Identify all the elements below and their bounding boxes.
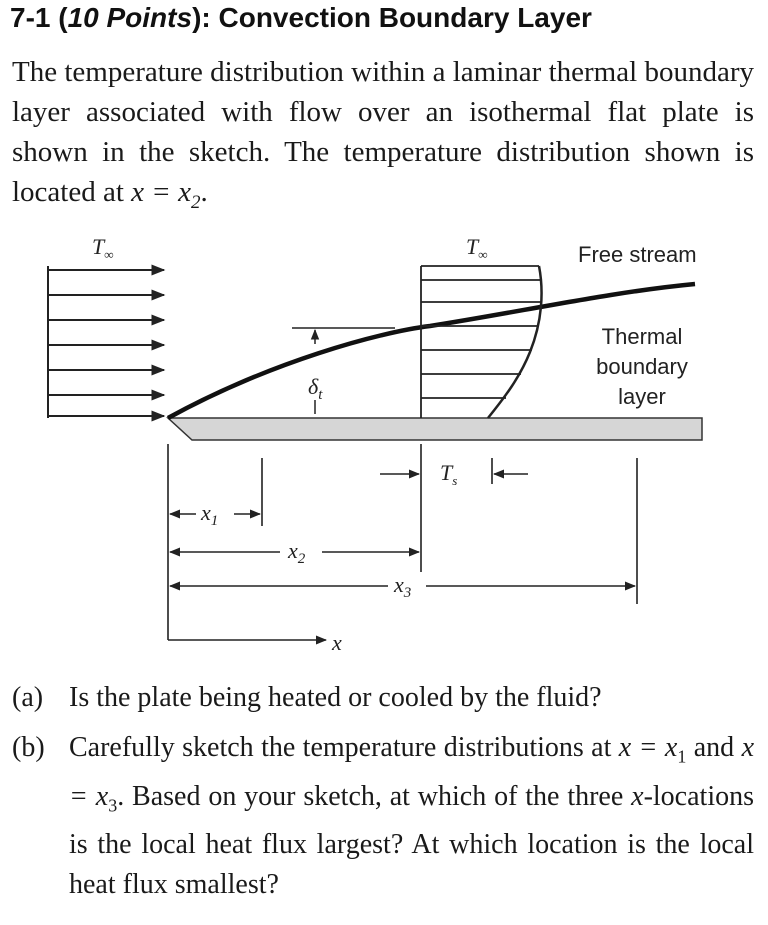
ts-label: $T_s$ xyxy=(440,460,458,488)
question-a-label: (a) xyxy=(12,682,44,713)
x1-label: $x_1$ xyxy=(201,500,219,529)
question-b xyxy=(12,728,754,905)
question-a-text: Is the plate being heated or cooled by the fluid? xyxy=(69,682,602,713)
intro-location-sub: 2 xyxy=(190,191,201,213)
boundary-layer-figure xyxy=(0,222,768,662)
question-a xyxy=(12,678,754,718)
problem-number: 7-1 xyxy=(10,2,51,33)
flat-plate xyxy=(168,418,702,440)
t-inf-left-label: $T_\infty$ xyxy=(92,234,114,262)
free-stream-label: Free stream xyxy=(578,242,697,267)
thermal-bl-label-1: Thermal xyxy=(601,324,683,349)
problem-title: 7-1 (10 Points): Convection Boundary Layer xyxy=(10,2,592,33)
delta-t-label: $\delta_t$ xyxy=(308,374,323,403)
dimension-lines xyxy=(168,444,637,640)
x-axis-label: x xyxy=(332,630,342,655)
question-b-text: Carefully sketch the temperature distributions at $x = x_1$ and $x = x_3$. Based on your sketch, at which of the three x-locations is the local heat flux largest? At which location is the local heat flux smallest? xyxy=(69,732,755,901)
free-stream-arrows xyxy=(48,266,164,418)
question-b-label: (b) xyxy=(12,732,45,763)
intro-end: . xyxy=(200,176,208,208)
problem-intro xyxy=(12,52,754,223)
temperature-profile-x2 xyxy=(421,266,542,418)
delta-t-indicator xyxy=(292,328,395,414)
intro-location: x = x xyxy=(131,176,191,208)
intro-text: The temperature distribution within a laminar thermal boundary layer associated with flow over an isothermal flat plate is shown in the sketch. The temperature distribution shown is located at xyxy=(12,56,754,208)
problem-points: 10 Points xyxy=(67,2,193,33)
x2-label: $x_2$ xyxy=(288,538,306,567)
x3-label: $x_3$ xyxy=(394,572,412,601)
problem-heading: Convection Boundary Layer xyxy=(218,2,592,33)
thermal-bl-label-2: boundary xyxy=(596,354,688,379)
thermal-bl-label-3: layer xyxy=(618,384,666,409)
t-inf-right-label: $T_\infty$ xyxy=(466,234,488,262)
